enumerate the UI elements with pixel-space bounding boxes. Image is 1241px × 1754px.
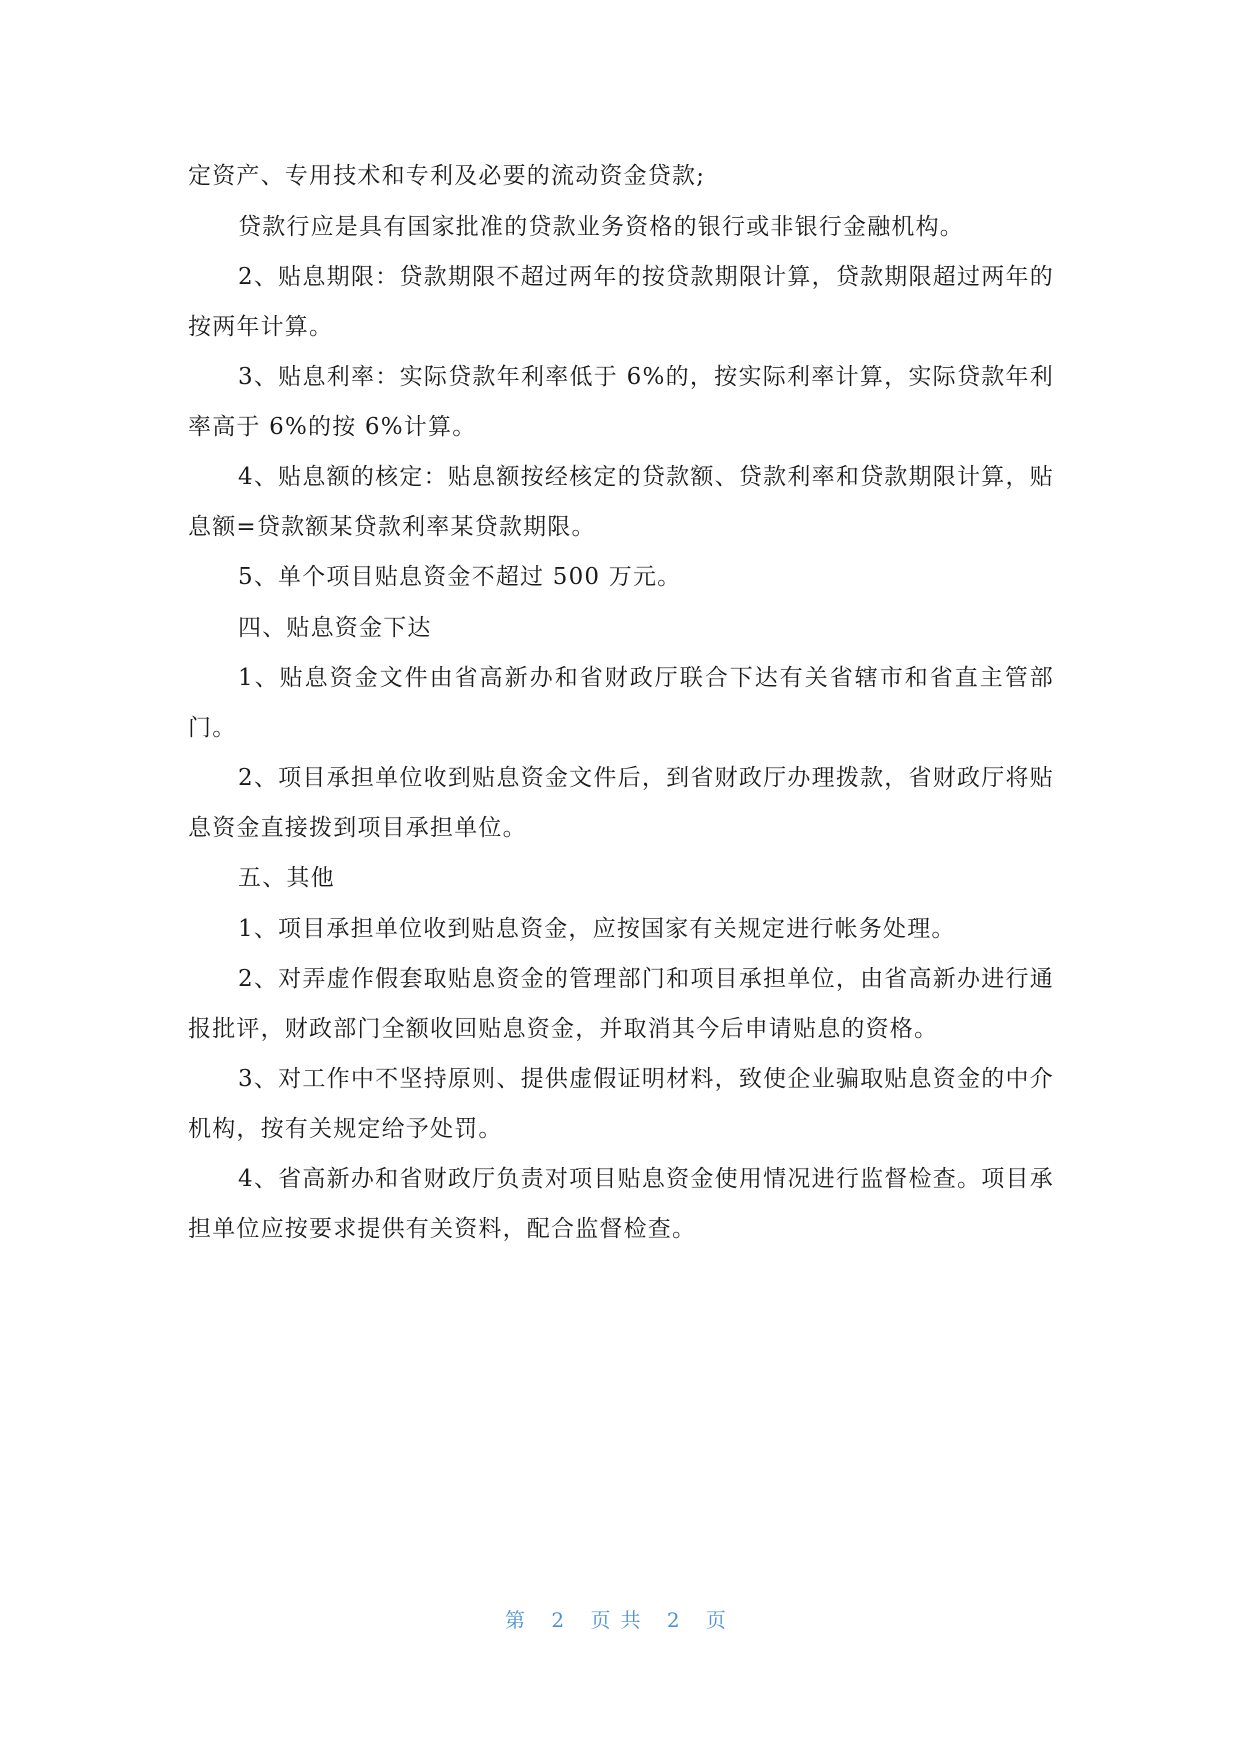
paragraph: 4、省高新办和省财政厅负责对项目贴息资金使用情况进行监督检查。项目承担单位应按要求提供有关资料，配合监督检查。: [188, 1166, 1054, 1242]
paragraph: 1、项目承担单位收到贴息资金，应按国家有关规定进行帐务处理。: [238, 915, 956, 942]
paragraph: 3、贴息利率：实际贷款年利率低于 6%的，按实际利率计算，实际贷款年利率高于 6%的按 6%计算。: [188, 364, 1054, 440]
paragraph: 5、单个项目贴息资金不超过 500 万元。: [238, 564, 682, 590]
section-heading: 四、贴息资金下达: [238, 614, 432, 641]
paragraph: 1、贴息资金文件由省高新办和省财政厅联合下达有关省辖市和省直主管部门。: [188, 665, 1054, 741]
paragraph: 定资产、专用技术和专利及必要的流动资金贷款;: [188, 163, 706, 189]
document-body: [188, 152, 1054, 1255]
paragraph: 2、贴息期限：贷款期限不超过两年的按贷款期限计算，贷款期限超过两年的按两年计算。: [188, 264, 1054, 340]
section-heading: 五、其他: [238, 865, 335, 891]
paragraph: 3、对工作中不坚持原则、提供虚假证明材料，致使企业骗取贴息资金的中介机构，按有关规定给予处罚。: [188, 1066, 1054, 1142]
paragraph: 4、贴息额的核定：贴息额按经核定的贷款额、贷款利率和贷款期限计算，贴息额=贷款额某贷款利率某贷款期限。: [188, 464, 1054, 540]
page-number-footer: [0, 1604, 1241, 1633]
paragraph: 2、项目承担单位收到贴息资金文件后，到省财政厅办理拨款，省财政厅将贴息资金直接拨到项目承担单位。: [188, 765, 1054, 841]
paragraph: 贷款行应是具有国家批准的贷款业务资格的银行或非银行金融机构。: [238, 213, 964, 240]
paragraph: 2、对弄虚作假套取贴息资金的管理部门和项目承担单位，由省高新办进行通报批评，财政部门全额收回贴息资金，并取消其今后申请贴息的资格。: [188, 966, 1054, 1042]
page-number-label: 第 2 页共 2 页: [505, 1608, 736, 1632]
